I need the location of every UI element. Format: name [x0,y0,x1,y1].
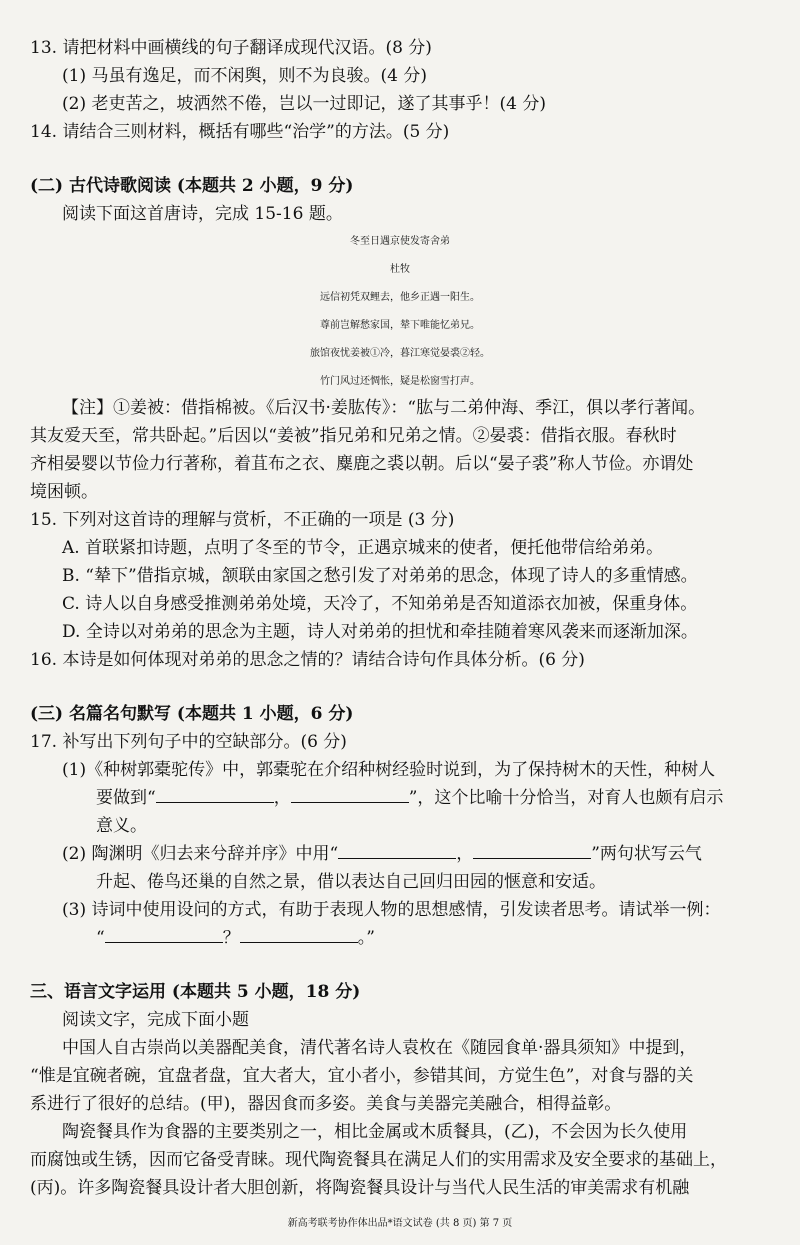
q17-item2-text: ”两句状写云气 [591,844,702,864]
answer-blank[interactable] [240,926,358,943]
q17-item1-line3: 意义。 [96,816,147,836]
q17-item3-line2 [96,926,375,950]
poem-line: 远信初凭双鲤去，他乡正遇一阳生。 [320,292,480,303]
q15-option-c: C. 诗人以自身感受推测弟弟处境，天冷了，不知弟弟是否知道添衣加被，保重身体。 [62,594,698,614]
poem-note-line: 【注】①姜被：借指棉被。《后汉书·姜肱传》：“肱与二弟仲海、季江，俱以孝行著闻。 [62,398,706,418]
passage-line: 而腐蚀或生锈，因而它备受青睐。现代陶瓷餐具在满足人们的实用需求及安全要求的基础上， [30,1150,727,1170]
q14-title: 14. 请结合三则材料，概括有哪些“治学”的方法。(5 分) [30,122,450,142]
passage-line: 系进行了很好的总结。(甲)，器因食而多姿。美食与美器完美融合，相得益彰。 [30,1094,622,1114]
q17-item1-text: ”，这个比喻十分恰当，对育人也颇有启示 [408,788,724,808]
q17-item1-sep: ， [273,788,291,808]
q16-title: 16. 本诗是如何体现对弟弟的思念之情的？请结合诗句作具体分析。(6 分) [30,650,585,670]
q17-title: 17. 补写出下列句子中的空缺部分。(6 分) [30,732,347,752]
q17-item3-question-mark: ？ [222,928,240,948]
answer-blank[interactable] [473,842,591,859]
q13-sub2: (2) 老吏苦之，坡洒然不倦，岂以一过即记，遂了其事乎！(4 分) [62,94,546,114]
q17-item3-text: 。” [357,928,375,948]
poem-title: 冬至日遇京使发寄舍弟 [350,236,450,247]
q17-item1-line2 [96,786,723,810]
section-poetry-heading: (二) 古代诗歌阅读 (本题共 2 小题，9 分) [30,176,354,196]
q17-item2-text: (2) 陶渊明《归去来兮辞并序》中用“ [62,844,339,864]
q17-item3-text: “ [96,928,105,948]
q15-option-a: A. 首联紧扣诗题，点明了冬至的节令，正遇京城来的使者，便托他带信给弟弟。 [62,538,664,558]
language-intro: 阅读文字，完成下面小题 [62,1010,249,1030]
passage-line: 中国人自古崇尚以美器配美食，清代著名诗人袁枚在《随园食单·器具须知》中提到， [62,1038,697,1058]
q13-sub1: (1) 马虽有逸足，而不闲舆，则不为良骏。(4 分) [62,66,427,86]
passage-line: “惟是宜碗者碗，宜盘者盘，宜大者大，宜小者小，参错其间，方觉生色”，对食与器的关 [30,1066,694,1086]
poem-author: 杜牧 [390,264,410,275]
q17-item1-text: 要做到“ [96,788,156,808]
q15-option-b: B. “辇下”借指京城，颔联由家国之愁引发了对弟弟的思念，体现了诗人的多重情感。 [62,566,698,586]
q17-item2-sep: ， [456,844,474,864]
poem-note-line: 境困顿。 [30,482,98,502]
passage-line: (丙)。许多陶瓷餐具设计者大胆创新，将陶瓷餐具设计与当代人民生活的审美需求有机融 [30,1178,690,1198]
poem-line: 尊前岂解愁家国，辇下唯能忆弟兄。 [320,320,480,331]
passage-line: 陶瓷餐具作为食器的主要类别之一，相比金属或木质餐具，(乙)，不会因为长久使用 [62,1122,688,1142]
q17-item2-line2: 升起、倦鸟还巢的自然之景，借以表达自己回归田园的惬意和安适。 [96,872,606,892]
section-language-heading: 三、语言文字运用 (本题共 5 小题，18 分) [30,982,361,1002]
poem-line: 旅馆夜忧姜被①冷，暮江寒觉晏裘②轻。 [310,348,490,359]
answer-blank[interactable] [156,786,274,803]
q15-title: 15. 下列对这首诗的理解与赏析，不正确的一项是 (3 分) [30,510,455,530]
page-footer: 新高考联考协作体出品*语文试卷 (共 8 页) 第 7 页 [287,1218,513,1229]
q17-item1-line1: (1)《种树郭橐驼传》中，郭橐驼在介绍种树经验时说到，为了保持树木的天性，种树人 [62,760,716,780]
section-recite-heading: (三) 名篇名句默写 (本题共 1 小题，6 分) [30,704,354,724]
q17-item2-line1 [62,842,702,866]
answer-blank[interactable] [338,842,456,859]
poem-line: 竹门风过还惆怅，疑是松窗雪打声。 [320,376,480,387]
q13-title: 13. 请把材料中画横线的句子翻译成现代汉语。(8 分) [30,38,432,58]
poetry-intro: 阅读下面这首唐诗，完成 15-16 题。 [62,204,343,224]
q17-item3-line1: (3) 诗词中使用设问的方式，有助于表现人物的思想感情，引发读者思考。请试举一例： [62,900,721,920]
answer-blank[interactable] [291,786,409,803]
answer-blank[interactable] [105,926,223,943]
poem-note-line: 齐相晏婴以节俭力行著称，着苴布之衣、麋鹿之裘以朝。后以“晏子裘”称人节俭。亦谓处 [30,454,694,474]
q15-option-d: D. 全诗以对弟弟的思念为主题，诗人对弟弟的担忧和牵挂随着寒风袭来而逐渐加深。 [62,622,698,642]
poem-note-line: 其友爱天至，常共卧起。”后因以“姜被”指兄弟和兄弟之情。②晏裘：借指衣服。春秋时 [30,426,677,446]
